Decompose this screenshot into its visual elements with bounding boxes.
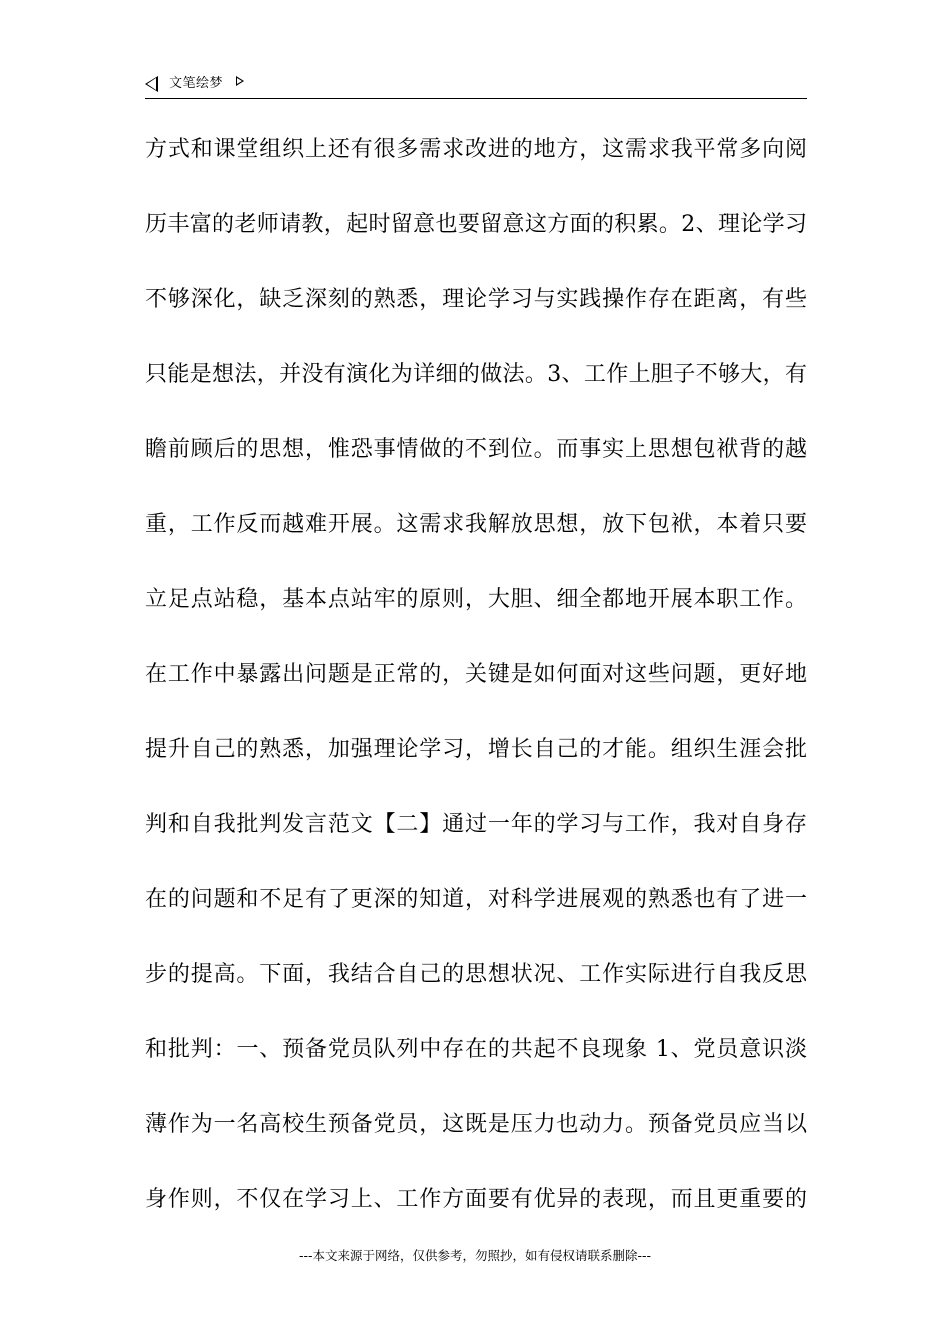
body-line: 历丰富的老师请教，起时留意也要留意这方面的积累。2、理论学习 [145, 212, 807, 237]
body-line: 提升自己的熟悉，加强理论学习，增长自己的才能。组织生涯会批 [145, 737, 807, 762]
body-line: 在的问题和不足有了更深的知道，对科学进展观的熟悉也有了进一 [145, 887, 807, 912]
page-header [145, 74, 807, 99]
body-line: 瞻前顾后的思想，惟恐事情做的不到位。而事实上思想包袱背的越 [145, 437, 807, 462]
triangle-right-icon [236, 76, 244, 86]
body-line: 在工作中暴露出问题是正常的，关键是如何面对这些问题，更好地 [145, 662, 807, 687]
body-line: 立足点站稳，基本点站牢的原则，大胆、细全都地开展本职工作。 [145, 587, 807, 612]
body-line: 和批判：一、预备党员队列中存在的共起不良现象 1、党员意识淡 [145, 1037, 807, 1062]
body-line: 薄作为一名高校生预备党员，这既是压力也动力。预备党员应当以 [145, 1112, 807, 1137]
page-footer: ---本文来源于网络，仅供参考，勿照抄，如有侵权请联系删除--- [298, 1248, 652, 1263]
triangle-left-icon [145, 76, 158, 92]
document-body [145, 130, 807, 1255]
body-line: 不够深化，缺乏深刻的熟悉，理论学习与实践操作存在距离，有些 [145, 287, 807, 312]
body-line: 重，工作反而越难开展。这需求我解放思想，放下包袱，本着只要 [145, 512, 807, 537]
body-line: 方式和课堂组织上还有很多需求改进的地方，这需求我平常多向阅 [145, 137, 807, 162]
body-line: 只能是想法，并没有演化为详细的做法。3、工作上胆子不够大，有 [145, 362, 807, 387]
header-brand: 文笔绘梦 [169, 76, 224, 91]
body-line: 步的提高。下面，我结合自己的思想状况、工作实际进行自我反思 [145, 962, 807, 987]
body-line: 身作则，不仅在学习上、工作方面要有优异的表现，而且更重要的 [145, 1187, 807, 1212]
body-line: 判和自我批判发言范文【二】通过一年的学习与工作，我对自身存 [145, 812, 807, 837]
